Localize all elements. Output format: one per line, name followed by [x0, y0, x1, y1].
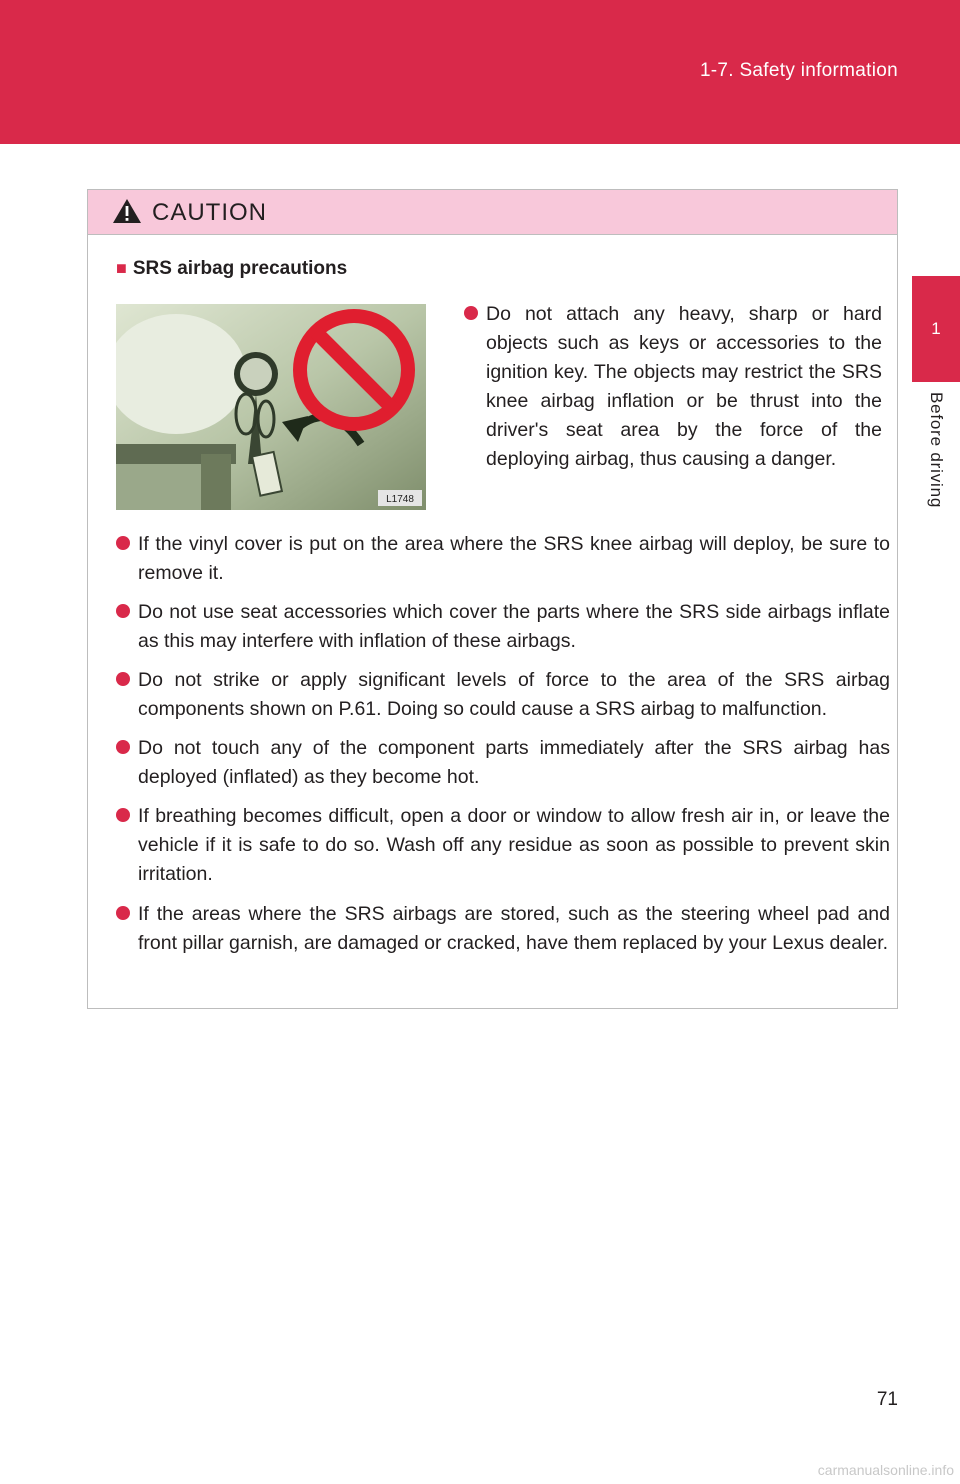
section-title: ■ SRS airbag precautions [116, 258, 348, 279]
bullet-dot-icon [116, 906, 130, 920]
ignition-key-illustration [116, 304, 426, 510]
list-item: If breathing becomes difficult, open a door or window to allow fresh air in, or leave the vehicle if it is safe to do so. Wash off any residue as soon as possible to prevent skin irritation. [116, 802, 890, 889]
bullet-dot-icon [464, 306, 478, 320]
bullet-dot-icon [116, 604, 130, 618]
caution-header [88, 190, 897, 235]
chapter-number: 1 [931, 319, 941, 338]
chapter-tab [912, 276, 960, 382]
page-number: 71 [876, 1389, 898, 1410]
caution-box [87, 189, 898, 1009]
chapter-label: Before driving [927, 392, 946, 509]
list-item: Do not use seat accessories which cover the parts where the SRS side airbags inflate as this may interfere with inflation of these airbags. [116, 598, 890, 656]
section-heading: 1-7. Safety information [699, 60, 898, 81]
list-item: If the vinyl cover is put on the area where the SRS knee airbag will deploy, be sure to remove it. [116, 530, 890, 588]
watermark[interactable]: carmanualsonline.info [817, 1462, 954, 1478]
bullet-dot-icon [116, 740, 130, 754]
page-header [0, 0, 960, 144]
list-item: Do not strike or apply significant levels of force to the area of the SRS airbag components shown on P.61. Doing so could cause a SRS airbag to malfunction. [116, 666, 890, 724]
caution-title: CAUTION [152, 199, 267, 226]
illustration-code: L1748 [386, 494, 414, 505]
list-item: Do not touch any of the component parts immediately after the SRS airbag has deployed (inflated) as they become hot. [116, 734, 890, 792]
bullet-dot-icon [116, 808, 130, 822]
warning-triangle-icon [112, 198, 142, 224]
ignition-key-drawing [116, 304, 426, 510]
bullet-dot-icon [116, 536, 130, 550]
list-item: If the areas where the SRS airbags are stored, such as the steering wheel pad and front pillar garnish, are damaged or cracked, have them replaced by your Lexus dealer. [116, 900, 890, 958]
square-bullet-icon: ■ [116, 258, 127, 278]
bullet-dot-icon [116, 672, 130, 686]
list-item: Do not attach any heavy, sharp or hard objects such as keys or accessories to the ignition key. The objects may restrict the SRS knee airbag inflation or be thrust into the driver's seat area by the force of the deploying airbag, thus causing a danger. [464, 300, 882, 474]
